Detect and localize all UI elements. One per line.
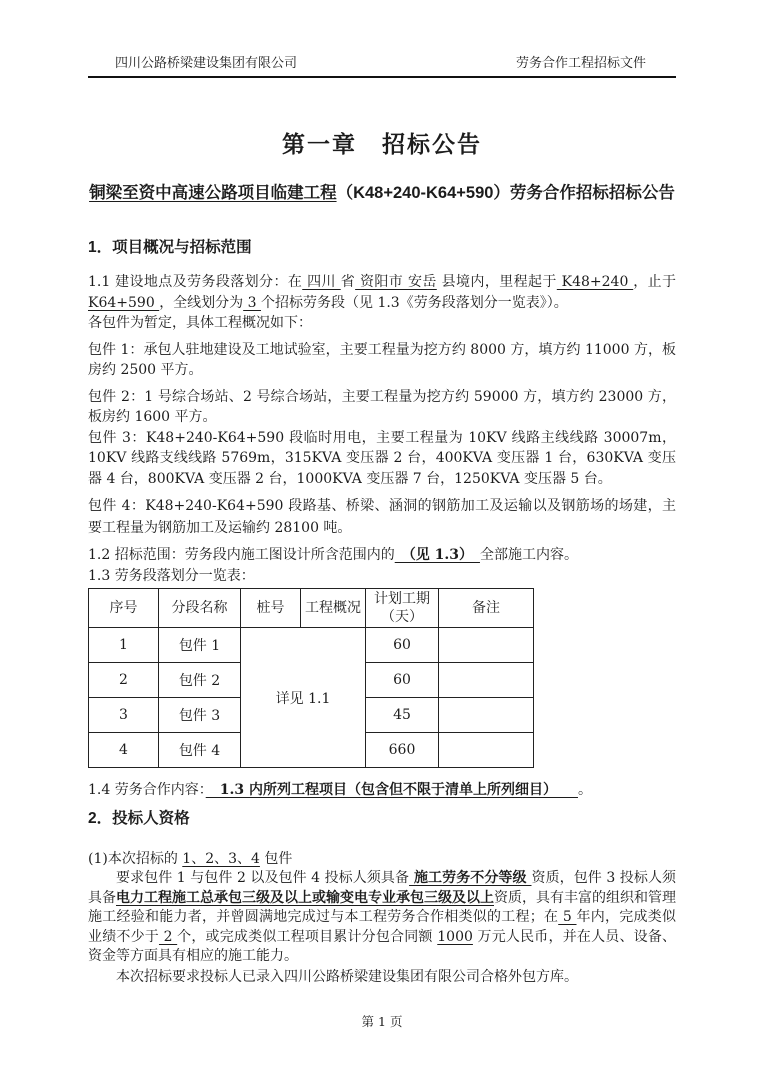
text-run: 3 — [243, 294, 261, 311]
text-run: 个，或完成类似工程项目累计分包合同额 — [177, 928, 438, 945]
th-planned-duration: 计划工期（天） — [366, 589, 439, 628]
para-package-1: 包件 1：承包人驻地建设及工地试验室，主要工程量为挖方约 8000 方，填方约 11000 方，板房约 2500 平方。 — [88, 341, 676, 378]
text-run: 资质，包件 3 投标人须具备 — [88, 870, 677, 906]
text-run: 县境内，里程起于 — [436, 274, 557, 290]
th-seq: 序号 — [89, 589, 159, 628]
cell-seq: 3 — [89, 698, 159, 733]
para-1-3-table-label: 1.3 劳务段落划分一览表： — [88, 567, 255, 584]
text-run: 四川 — [302, 274, 341, 290]
para-package-3: 包件 3：K48+240-K64+590 段临时用电，主要工程量为 10KV 线路主线线路 30007m，10KV 线路支线线路 5769m，315KVA 变压器 2 台，400KVA 变压器 1 台，630KVA 变压器 4 台，800KVA 变压器 2 台，1000KVA 变压器 7 台，1250KVA 变压器 5 台。 — [88, 429, 676, 487]
text-run: 个招标劳务段（见 1.3《劳务段落划分一览表》）。 — [261, 294, 568, 311]
text-run: 施工劳务不分等级 — [409, 870, 532, 886]
project-subtitle — [88, 174, 676, 212]
text-run: 资阳市 — [355, 274, 408, 290]
text-run: K64+590 — [88, 294, 160, 311]
header-company-name: 四川公路桥梁建设集团有限公司 — [115, 56, 298, 71]
cell-name: 包件 3 — [159, 698, 241, 733]
text-run: 1.3 内所列工程项目（包含但不限于清单上所列细目） — [205, 782, 578, 798]
para-1-2-scope — [88, 545, 676, 566]
text-run: (1)本次招标的 — [88, 850, 183, 867]
text-run: 1.4 劳务合作内容： — [88, 782, 206, 798]
table-row — [89, 628, 534, 663]
para-1-4-content — [88, 780, 676, 801]
para-1-1-location — [88, 272, 676, 313]
cell-duration: 60 — [366, 663, 439, 698]
document-body — [88, 98, 676, 987]
cell-name: 包件 1 — [159, 628, 241, 663]
th-remark: 备注 — [439, 589, 534, 628]
cell-remark — [439, 733, 534, 768]
cell-remark — [439, 698, 534, 733]
text-run: 5 — [558, 909, 577, 925]
page-header — [88, 52, 676, 78]
text-run: 1.1 建设地点及劳务段落划分：在 — [88, 274, 303, 290]
text-run: 1.2 招标范围：劳务段内施工图设计所含范围内的 — [88, 547, 395, 563]
text-run: 铜梁至资中高速公路项目临建工程 — [89, 184, 337, 202]
text-run: ，止于 — [633, 274, 677, 290]
text-run: 1、2、3、4 — [182, 850, 260, 867]
cell-name: 包件 2 — [159, 663, 241, 698]
para-2-qualification — [88, 869, 676, 967]
section-2-heading: 2．投标人资格 — [88, 809, 190, 827]
page-number: 第 1 页 — [361, 1014, 403, 1029]
text-run: ，全线划分为 — [159, 294, 244, 311]
text-run: 省 — [340, 274, 356, 290]
cell-seq: 2 — [89, 663, 159, 698]
text-run: 。 — [577, 782, 592, 798]
table-header-row — [89, 589, 534, 628]
text-run: 2 — [158, 928, 178, 945]
para-package-2: 包件 2：1 号综合场站、2 号综合场站，主要工程量为挖方约 59000 方，填方约 23000 方，板房约 1600 平方。 — [88, 388, 676, 425]
cell-remark — [439, 628, 534, 663]
th-stake-number: 桩号 — [241, 589, 301, 628]
para-2-packages — [88, 849, 676, 870]
header-document-type: 劳务合作工程招标文件 — [515, 56, 646, 71]
cell-duration: 660 — [366, 733, 439, 768]
text-run: 要求包件 1 与包件 2 以及包件 4 投标人须具备 — [116, 870, 410, 886]
text-run: 万元人民币，并在人员、设备、资金等方面具有相应的施工能力。 — [88, 928, 677, 964]
cell-name: 包件 4 — [159, 733, 241, 768]
page-footer — [0, 1012, 764, 1030]
text-run: K48+240 — [556, 274, 634, 290]
text-run: （K48+240-K64+590）劳务合作招标招标公告 — [336, 184, 675, 202]
text-run: 电力工程施工总承包三级及以上或输变电专业承包三级及以上 — [116, 889, 494, 906]
text-run: 全部施工内容。 — [479, 547, 578, 563]
cell-duration: 45 — [366, 698, 439, 733]
para-package-4: 包件 4：K48+240-K64+590 段路基、桥梁、涵洞的钢筋加工及运输以及钢筋场的场建，主要工程量为钢筋加工及运输约 28100 吨。 — [88, 498, 676, 536]
cell-remark — [439, 663, 534, 698]
section-1-heading: 1．项目概况与招标范围 — [88, 239, 252, 256]
cell-seq: 1 — [89, 628, 159, 663]
cell-duration: 60 — [366, 628, 439, 663]
text-run: 年内，完成类似业绩不少于 — [88, 909, 677, 945]
text-run: 1000 — [437, 928, 473, 945]
text-run: 安岳 — [408, 274, 437, 290]
cell-detail-ref: 详见 1.1 — [241, 628, 366, 768]
text-run: 资质，具有丰富的组织和管理施工经验和能力者，并曾圆满地完成过与本工程劳务合作相类似的工程；在 — [88, 889, 676, 925]
cell-seq: 4 — [89, 733, 159, 768]
th-segment-name: 分段名称 — [159, 589, 241, 628]
th-project-overview: 工程概况 — [301, 589, 366, 628]
segment-division-table — [88, 588, 534, 768]
para-overview-note: 各包件为暂定，具体工程概况如下： — [88, 315, 312, 331]
chapter-title: 第一章 招标公告 — [282, 131, 482, 157]
text-run: 包件 — [259, 850, 293, 867]
text-run: （见 1.3） — [394, 547, 480, 563]
para-2-registry: 本次招标要求投标人已录入四川公路桥梁建设集团有限公司合格外包方库。 — [116, 968, 578, 985]
